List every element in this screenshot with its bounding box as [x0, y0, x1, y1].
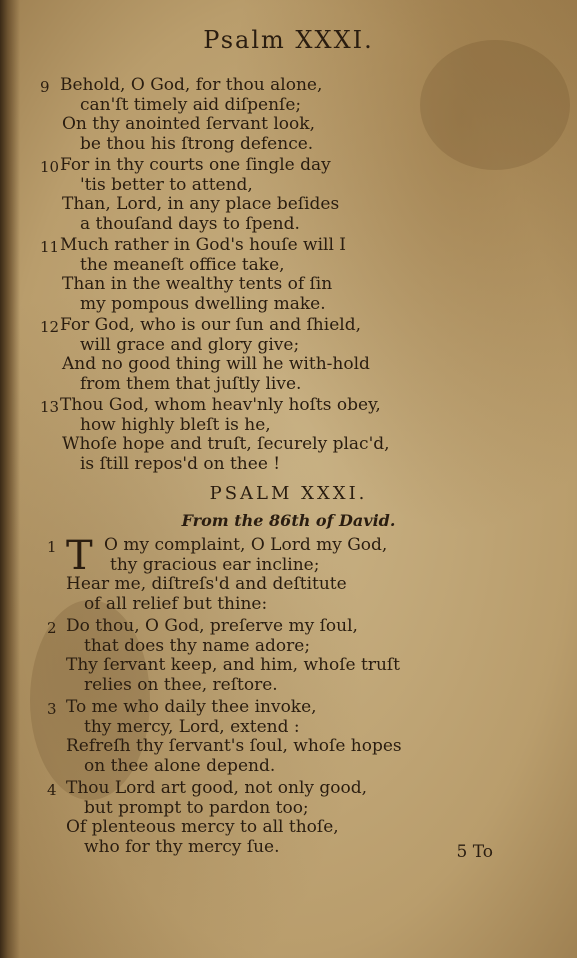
verse-line: from them that juſtly live.: [80, 373, 302, 394]
verse-line: Do thou, O God, preſerve my ſoul,: [66, 616, 358, 636]
verse-number: 2: [47, 619, 57, 637]
verse-line: Thou Lord art good, not only good,: [66, 778, 368, 798]
verse-line: a thouſand days to ſpend.: [80, 213, 300, 234]
verse-line: Thou God, whom heav'nly hoſts obey,: [60, 395, 381, 415]
running-head: Psalm XXXI.: [203, 26, 374, 54]
page-gutter-shadow: [0, 0, 20, 958]
verse-line: Thy ſervant keep, and him, whoſe truſt: [66, 655, 401, 675]
verse-line: For God, who is our ſun and ſhield,: [60, 315, 361, 335]
verse-line: is ſtill repos'd on thee !: [80, 453, 281, 474]
verse-line: O my complaint, O Lord my God,: [104, 535, 388, 555]
verse-line: Refreſh thy ſervant's ſoul, whoſe hopes: [66, 736, 402, 756]
verse-line: be thou his ſtrong defence.: [80, 133, 314, 154]
verse-line: that does thy name adore;: [84, 635, 311, 656]
psalm-heading: PSALM XXXI.: [209, 483, 368, 504]
verse-number: 9: [40, 78, 50, 96]
page-stain: [420, 40, 570, 170]
verse-number: 3: [47, 700, 57, 718]
verse-line: on thee alone depend.: [84, 755, 276, 776]
verse-line: of all relief but thine:: [84, 593, 268, 614]
catchword: 5 To: [456, 842, 493, 862]
verse-line: Than, Lord, in any place beſides: [62, 194, 340, 214]
verse-line: To me who daily thee invoke,: [66, 697, 317, 717]
verse-number: 1: [47, 538, 57, 556]
verse-line: For in thy courts one ſingle day: [60, 155, 331, 175]
verse-number: 10: [40, 158, 60, 176]
verse-line: Much rather in God's houſe will I: [60, 235, 347, 255]
verse-line: my pompous dwelling make.: [80, 293, 326, 314]
verse-line: And no good thing will he with-hold: [62, 354, 370, 374]
verse-line: thy mercy, Lord, extend :: [84, 716, 300, 737]
verse-line: can'ſt timely aid diſpenſe;: [80, 94, 302, 115]
verse-line: who for thy mercy ſue.: [84, 836, 280, 857]
verse-line: but prompt to pardon too;: [84, 797, 309, 818]
verse-line: Whoſe hope and truſt, ſecurely plac'd,: [62, 434, 390, 454]
verse-line: On thy anointed ſervant look,: [62, 114, 315, 134]
verse-number: 11: [40, 238, 60, 256]
verse-line: the meaneſt office take,: [80, 254, 285, 275]
verse-line: Than in the wealthy tents of ſin: [62, 274, 333, 294]
psalm-subheading: From the 86th of David.: [181, 511, 396, 530]
verse-line: 'tis better to attend,: [80, 174, 253, 195]
verse-line: thy gracious ear incline;: [110, 554, 320, 575]
verse-number: 13: [40, 398, 60, 416]
verse-number: 4: [47, 781, 57, 799]
verse-line: Behold, O God, for thou alone,: [60, 75, 323, 95]
verse-line: how highly bleſt is he,: [80, 414, 271, 435]
verse-line: relies on thee, reſtore.: [84, 674, 278, 695]
verse-line: Of plenteous mercy to all thoſe,: [66, 817, 339, 837]
verse-line: Hear me, diſtreſs'd and deſtitute: [66, 574, 347, 594]
verse-line: will grace and glory give;: [80, 334, 300, 355]
verse-number: 12: [40, 318, 60, 336]
drop-cap: T: [66, 533, 93, 579]
